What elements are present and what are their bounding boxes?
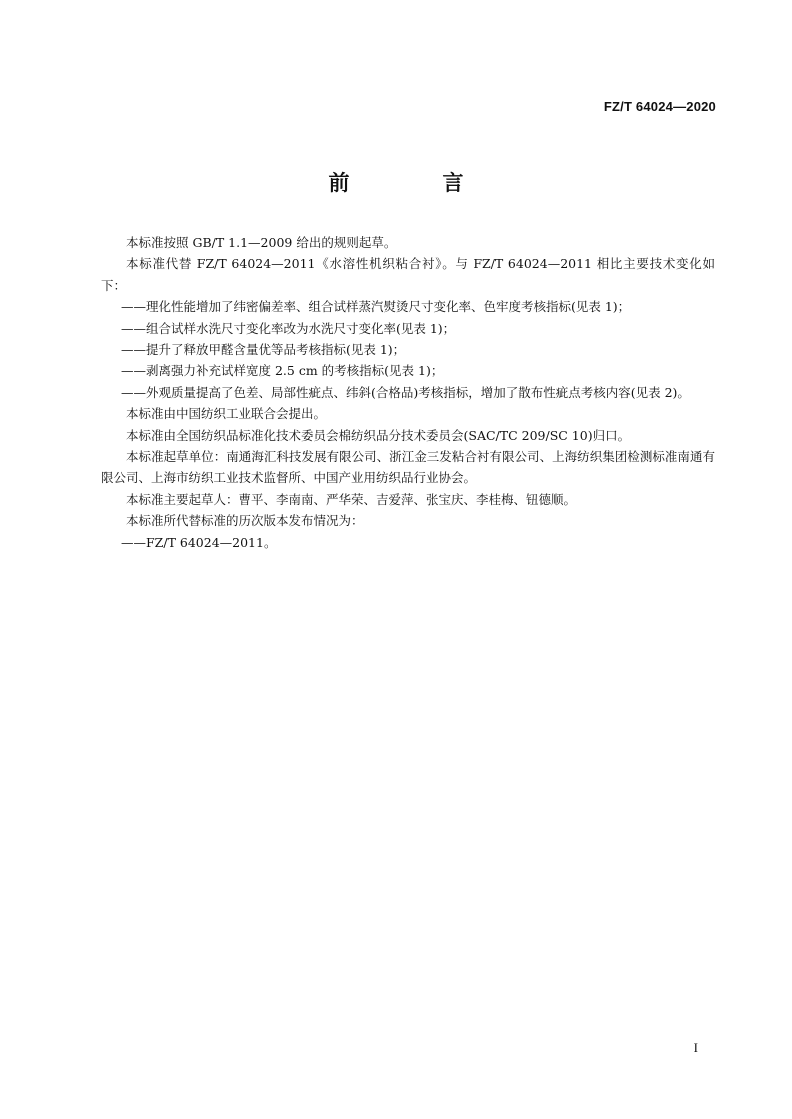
paragraph-replacement: 本标准代替 FZ/T 64024—2011《水溶性机织粘合衬》。与 FZ/T 64024—2011 相比主要技术变化如下： (101, 256, 715, 293)
paragraph-history-intro: 本标准所代替标准的历次版本发布情况为： (126, 513, 364, 529)
paragraph-committee: 本标准由全国纺织品标准化技术委员会棉纺织品分技术委员会(SAC/TC 209/SC 10)归口。 (126, 427, 631, 443)
list-item: ——外观质量提高了色差、局部性疵点、纬斜(合格品)考核指标，增加了散布性疵点考核内容(见表 2)。 (121, 384, 690, 400)
paragraph-drafters: 本标准主要起草人：曹平、李南南、严华荣、吉爱萍、张宝庆、李桂梅、钮德顺。 (126, 491, 577, 507)
page-title: 前 言 (328, 171, 500, 195)
standard-code: FZ/T 64024—2020 (603, 99, 716, 114)
list-item: ——FZ/T 64024—2011。 (121, 534, 277, 550)
page-number: I (693, 1040, 698, 1055)
paragraph-drafting-units: 本标准起草单位：南通海汇科技发展有限公司、浙江金三发粘合衬有限公司、上海纺织集团检测标准南通有限公司、上海市纺织工业技术监督所、中国产业用纺织品行业协会。 (101, 449, 715, 486)
list-item: ——理化性能增加了纬密偏差率、组合试样蒸汽熨烫尺寸变化率、色牢度考核指标(见表 1)； (121, 299, 631, 315)
list-item: ——剥离强力补充试样宽度 2.5 cm 的考核指标(见表 1)； (121, 363, 444, 379)
list-item: ——组合试样水洗尺寸变化率改为水洗尺寸变化率(见表 1)； (121, 320, 456, 336)
foreword-body (101, 232, 715, 553)
paragraph-drafting-rules: 本标准按照 GB/T 1.1—2009 给出的规则起草。 (126, 235, 397, 250)
list-item: ——提升了释放甲醛含量优等品考核指标(见表 1)； (121, 342, 406, 358)
paragraph-proposer: 本标准由中国纺织工业联合会提出。 (126, 406, 327, 422)
